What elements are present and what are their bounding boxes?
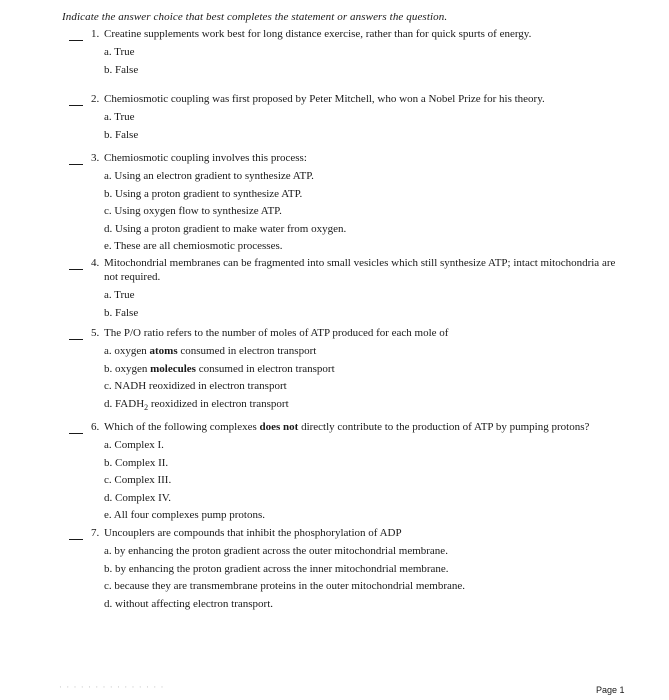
question-stem: Chemiosmotic coupling involves this process: [104,152,307,164]
answer-choice: e. These are all chemiosmotic processes. [104,240,283,252]
answer-choice: a. oxygen atoms consumed in electron transport [104,345,317,357]
choice-list [104,545,465,615]
answer-choice: c. because they are transmembrane proteins in the outer mitochondrial membrane. [104,580,466,592]
answer-blank[interactable] [69,269,83,270]
answer-choice: e. All four complexes pump protons. [104,509,266,521]
choice-list [104,46,138,81]
question-number: 7. [91,527,100,539]
question-stem: Mitochondrial membranes can be fragmented into small vesicles which still synthesize ATP; intact mitochondria are not required. [104,257,616,283]
faint-footer-text: · · · · · · · · · · · · · · · [59,682,165,692]
answer-choice: a. True [104,111,135,123]
answer-choice: d. Using a proton gradient to make water from oxygen. [104,222,347,235]
answer-blank[interactable] [69,105,83,106]
answer-blank[interactable] [69,164,83,165]
answer-choice: a. True [104,46,135,58]
answer-choice: d. without affecting electron transport. [104,597,274,610]
answer-choice: b. False [104,128,139,141]
answer-blank[interactable] [69,539,83,540]
answer-choice: b. oxygen molecules consumed in electron transport [104,362,335,375]
question-number: 2. [91,93,100,105]
answer-choice: a. by enhancing the proton gradient across the outer mitochondrial membrane. [104,545,448,557]
answer-blank[interactable] [69,433,83,434]
answer-choice: a. True [104,289,135,301]
answer-choice: d. Complex IV. [104,491,172,504]
answer-choice: b. by enhancing the proton gradient across the inner mitochondrial membrane. [104,562,449,575]
instructions: Indicate the answer choice that best completes the statement or answers the question. [62,11,448,23]
answer-blank[interactable] [69,40,83,41]
answer-choice: b. False [104,306,139,319]
question-stem: Uncouplers are compounds that inhibit the phosphorylation of ADP [104,527,402,539]
answer-choice: c. NADH reoxidized in electron transport [104,380,287,392]
choice-list [104,439,265,527]
answer-choice: d. $FADH_2$ reoxidized in electron transport [104,397,289,412]
answer-choice: c. Using oxygen flow to synthesize ATP. [104,205,282,217]
choice-list [104,345,335,415]
question-number: 5. [91,327,100,339]
question-number: 6. [91,421,100,433]
question-number: 1. [91,28,100,40]
answer-choice: c. Complex III. [104,474,172,486]
question-stem: The P/O ratio refers to the number of moles of ATP produced for each mole of [104,327,449,339]
answer-choice: a. Complex I. [104,439,164,451]
question-stem: Which of the following complexes does not directly contribute to the production of ATP by pumping protons? [104,421,590,433]
choice-list [104,111,138,146]
answer-choice: b. Using a proton gradient to synthesize ATP. [104,187,303,200]
answer-choice: b. False [104,63,139,76]
choice-list [104,289,138,324]
question-number: 3. [91,152,100,164]
answer-choice: b. Complex II. [104,456,169,469]
page-number: Page 1 [596,685,625,695]
answer-blank[interactable] [69,339,83,340]
choice-list [104,170,346,258]
answer-choice: a. Using an electron gradient to synthesize ATP. [104,170,314,182]
question-stem: Creatine supplements work best for long distance exercise, rather than for quick spurts of energy. [104,28,532,40]
question-stem: Chemiosmotic coupling was first proposed by Peter Mitchell, who won a Nobel Prize for his theory. [104,93,545,105]
question-number: 4. [91,257,100,269]
